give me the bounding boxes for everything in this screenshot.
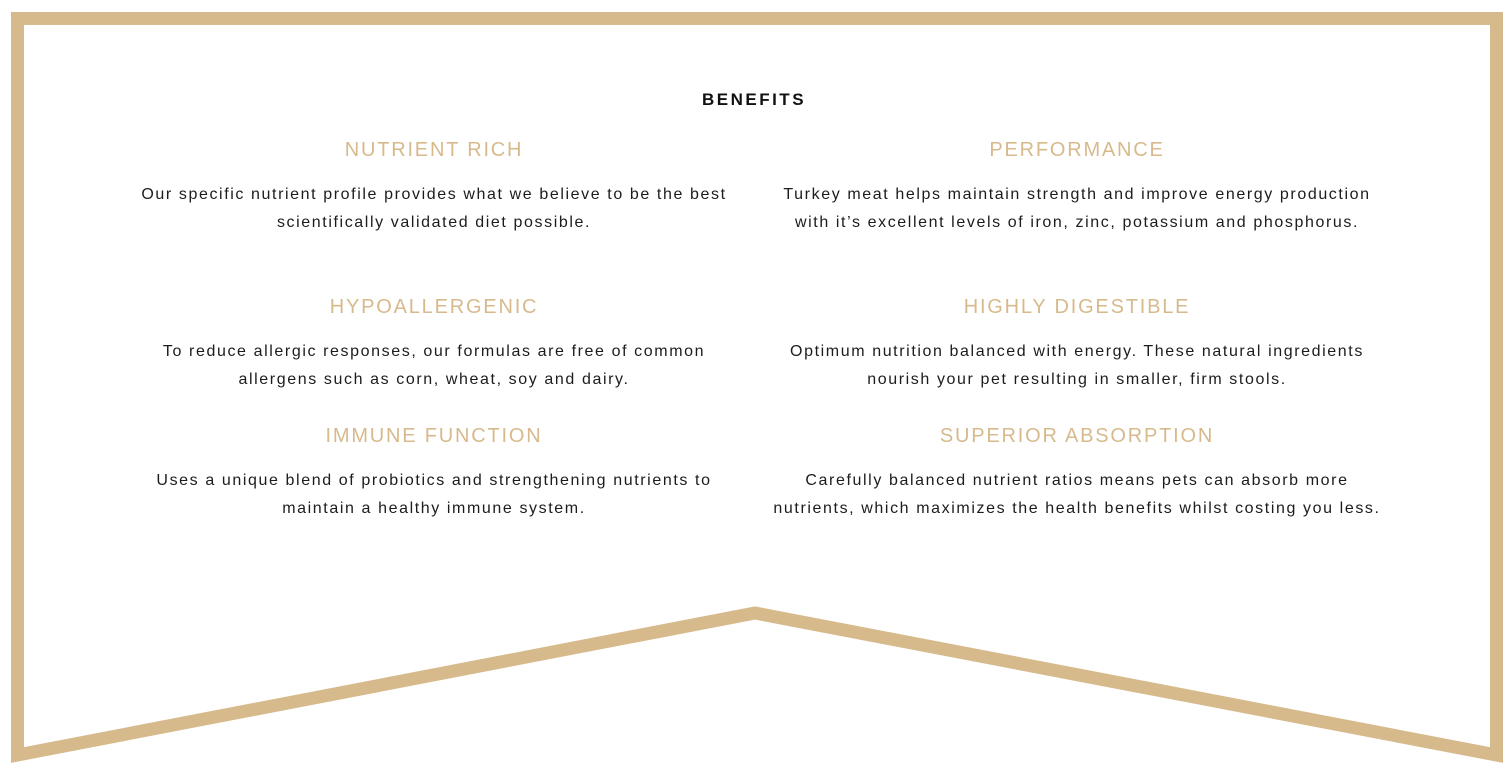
benefit-description: Optimum nutrition balanced with energy. These natural ingredients nourish your pet resulting in smaller, firm stools. xyxy=(790,343,1364,388)
benefit-title: IMMUNE FUNCTION xyxy=(325,425,543,447)
benefit-performance xyxy=(767,138,1387,237)
benefit-hypoallergenic xyxy=(124,295,744,394)
benefit-title: HIGHLY DIGESTIBLE xyxy=(963,296,1191,318)
benefit-superior-absorption xyxy=(767,424,1387,523)
benefit-nutrient-rich xyxy=(124,138,744,237)
section-title: BENEFITS xyxy=(701,90,807,109)
benefit-description: Our specific nutrient profile provides what we believe to be the best scientifically validated diet possible. xyxy=(141,186,727,231)
benefit-highly-digestible xyxy=(767,295,1387,394)
benefit-title: PERFORMANCE xyxy=(989,139,1165,161)
benefit-description: Turkey meat helps maintain strength and improve energy production with it’s excellent levels of iron, zinc, potassium and phosphorus. xyxy=(783,186,1371,231)
benefit-title: HYPOALLERGENIC xyxy=(329,296,539,318)
benefit-title: SUPERIOR ABSORPTION xyxy=(939,425,1215,447)
benefit-description: To reduce allergic responses, our formulas are free of common allergens such as corn, wheat, soy and dairy. xyxy=(162,343,706,388)
benefit-title: NUTRIENT RICH xyxy=(344,139,524,161)
benefit-description: Carefully balanced nutrient ratios means pets can absorb more nutrients, which maximizes the health benefits whilst costing you less. xyxy=(773,472,1381,517)
benefit-description: Uses a unique blend of probiotics and strengthening nutrients to maintain a healthy immune system. xyxy=(156,472,712,517)
benefit-immune-function xyxy=(124,424,744,523)
